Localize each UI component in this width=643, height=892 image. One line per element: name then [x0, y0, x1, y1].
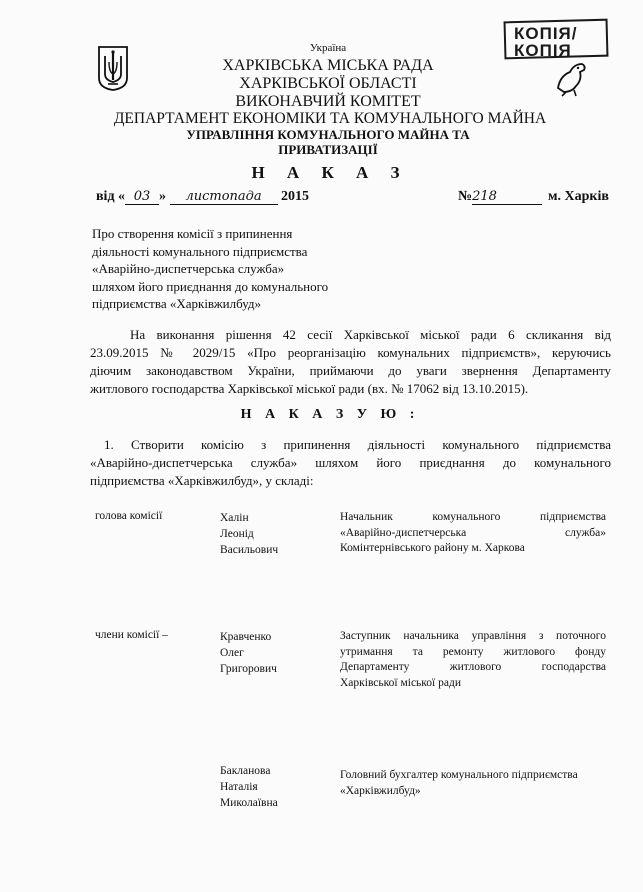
item-1-line: підприємства «Харківжилбуд», у складі:	[90, 473, 314, 488]
document-type-title: Н А К А З	[251, 163, 409, 182]
date-day: 03	[125, 189, 159, 205]
member-2-position	[340, 768, 606, 799]
position-line: Головний бухгалтер комунального підприємства	[340, 769, 578, 781]
order-subject	[92, 225, 392, 313]
preamble-line: 23.09.2015 № 2029/15 «Про реорганізацію комунальних підприємств», керуючись	[90, 345, 611, 360]
position-line: «Аварійно-диспетчерська служба»	[340, 526, 606, 539]
position-line: Харківської міської ради	[340, 676, 461, 689]
chair-role: голова комісії	[95, 510, 163, 522]
position-line: Департаменту житлового господарства	[340, 661, 606, 673]
patronymic: Григорович	[220, 663, 277, 675]
member-1-position	[340, 629, 606, 691]
header-oblast: ХАРКІВСЬКОЇ ОБЛАСТІ	[239, 75, 417, 92]
chair-name	[220, 510, 278, 558]
preamble-paragraph	[90, 326, 611, 398]
member-1-name	[220, 629, 277, 677]
subject-line: «Аварійно-диспетчерська служба»	[92, 261, 285, 276]
patronymic: Миколаївна	[220, 797, 278, 809]
members-role: члени комісії –	[95, 629, 168, 641]
preamble-line: На виконання рішення 42 сесії Харківської міської ради 6 скликання від	[130, 327, 611, 342]
header-country: Україна	[309, 42, 347, 54]
order-number	[458, 189, 542, 205]
patronymic: Васильович	[220, 544, 279, 556]
surname: Бакланова	[220, 765, 271, 777]
first-name: Наталія	[220, 781, 258, 793]
position-line: «Харківжилбуд»	[340, 784, 421, 797]
position-line: утримання та ремонту житлового фонду	[340, 645, 606, 658]
header-directorate-line1: УПРАВЛІННЯ КОМУНАЛЬНОГО МАЙНА ТА	[186, 127, 470, 142]
subject-line: діяльності комунального підприємства	[92, 243, 308, 259]
subject-line: Про створення комісії з припинення	[92, 226, 293, 241]
date-prefix: від «	[96, 189, 126, 204]
surname: Кравченко	[220, 631, 272, 643]
order-heading: Н А К А З У Ю :	[240, 407, 420, 422]
header-council: ХАРКІВСЬКА МІСЬКА РАДА	[222, 57, 434, 74]
number-prefix: №	[458, 189, 473, 204]
item-1-line: «Аварійно-диспетчерська служба» шляхом його приєднання до комунального	[90, 455, 611, 470]
header-committee: ВИКОНАВЧИЙ КОМІТЕТ	[235, 93, 421, 110]
position-line: Заступник начальника управління з поточного	[340, 630, 606, 642]
date-separator: »	[159, 189, 167, 204]
stamp-text-line2: КОПІЯ	[514, 41, 572, 60]
preamble-line: житлового господарства Харківської міської ради (вх. № 17062 від 13.10.2015).	[90, 381, 529, 396]
item-1-paragraph	[90, 436, 611, 490]
first-name: Олег	[220, 647, 244, 659]
member-2-name	[220, 763, 278, 811]
subject-line: шляхом його приєднання до комунального	[92, 278, 329, 294]
date-month: листопада	[170, 189, 278, 205]
city: м. Харків	[548, 189, 609, 204]
header-department: ДЕПАРТАМЕНТ ЕКОНОМІКИ ТА КОМУНАЛЬНОГО МАЙНА	[113, 110, 547, 127]
preamble-line: діючим законодавством України, приймаючи до уваги звернення Департаменту	[90, 363, 611, 378]
chair-position	[340, 510, 606, 557]
stamp-text-line1: КОПІЯ/	[514, 24, 578, 43]
position-line: Комінтернівського району м. Харкова	[340, 542, 525, 554]
subject-line: підприємства «Харківжилбуд»	[92, 296, 262, 311]
number-value: 218	[472, 189, 542, 205]
surname: Халін	[220, 512, 249, 524]
date-year: 2015	[281, 189, 310, 204]
position-line: Начальник комунального підприємства	[340, 511, 606, 523]
order-date	[96, 189, 309, 205]
header-directorate-line2: ПРИВАТИЗАЦІЇ	[278, 142, 378, 157]
item-1-line: 1. Створити комісію з припинення діяльності комунального підприємства	[104, 437, 611, 452]
first-name: Леонід	[220, 528, 254, 540]
